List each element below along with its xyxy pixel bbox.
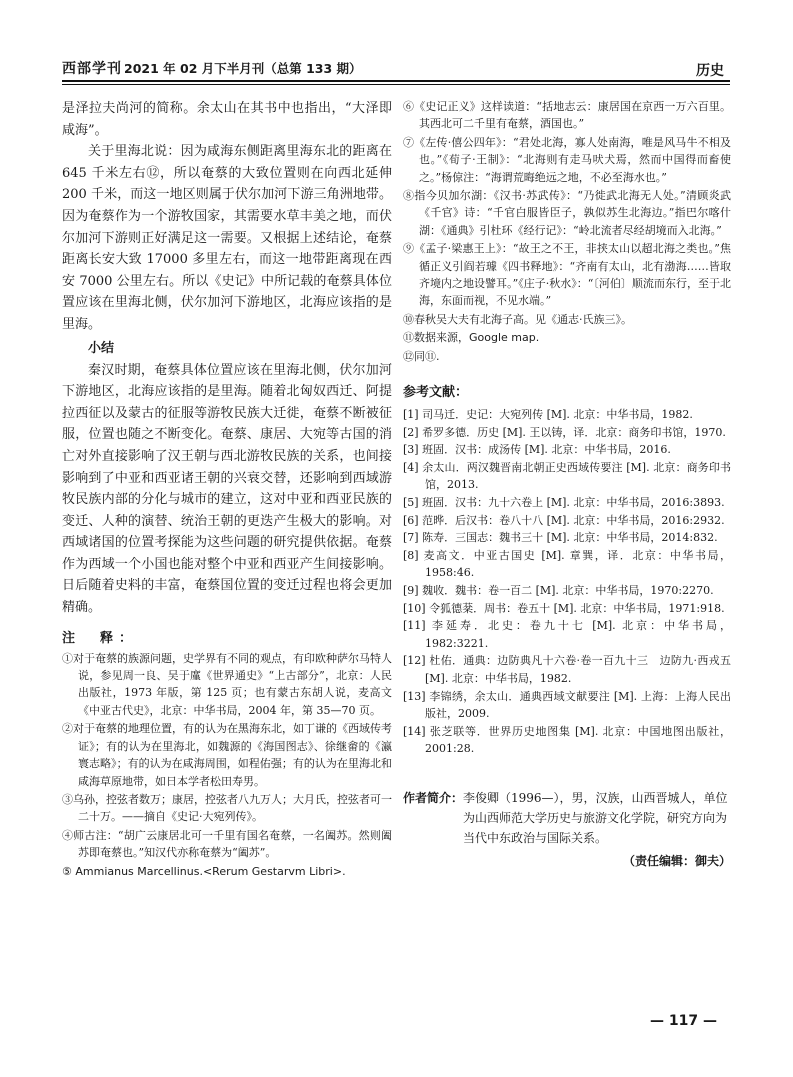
footnote: ⑩春秋吴大夫有北海子高。见《通志·氏族三》。 (403, 312, 632, 326)
reference-item: [7] 陈寿．三国志：魏书三十 [M]. 北京：中华书局，2014:832. (403, 531, 718, 545)
journal-logo: 西部学刊 (62, 61, 122, 77)
reference-item: [11] 李延寿．北史：卷九十七 [M]. 北京：中华书局，1982:3221. (403, 619, 731, 650)
footnote: ④师古注：“胡广云康居北可一千里有国名奄蔡，一名阖苏。然则阖苏即奄蔡也。”知汉代亦称奄蔡为“阖苏”。 (62, 828, 392, 860)
header-rule-thin (62, 84, 730, 85)
reference-item: [9] 魏收．魏书：卷一百二 [M]. 北京：中华书局，1970:2270. (403, 584, 714, 598)
reference-item: [1] 司马迁．史记：大宛列传 [M]. 北京：中华书局，1982. (403, 408, 693, 422)
author-bio (403, 788, 731, 848)
body-paragraph: 关于里海北说：因为咸海东侧距离里海东北的距离在 645 千米左右⑫，所以奄蔡的大致位置则在向西北延伸 200 千米，而这一地区则属于伏尔加河下游三角洲地带。因为奄蔡作为一个游牧国家，其需要水草丰美之地，而伏尔加河下游则正好满足这一需要。又根据上述结论，奄蔡距离长安大致 17000 多里左右，而这一地带距离现在西安 7000 公里左右。所以《史记》中所记载的奄蔡具体位置应该在里海北侧，伏尔加河下游地区，北海应该指的是里海。 (62, 144, 392, 332)
reference-item: [8] 麦高文．中亚古国史 [M]. 章巽，译．北京：中华书局，1958:46. (403, 548, 731, 580)
reference-item: [10] 令狐德棻．周书：卷五十 [M]. 北京：中华书局，1971:918. (403, 601, 725, 615)
footnote: ①对于奄蔡的族源问题，史学界有不同的观点，有印欧种萨尔马特人说，参见周一良、吴于廑《世界通史》“上古部分”，北京：人民出版社，1973 年版，第 125 页；也有蒙古东胡人说，麦高文《中亚古代史》，北京：中华书局，2004 年，第 35—70 页。 (62, 651, 392, 717)
reference-item: [2] 希罗多德．历史 [M]. 王以铸，译．北京：商务印书馆，1970. (403, 425, 726, 439)
footnote: ⑫同⑪. (403, 349, 440, 363)
reference-item: [3] 班固．汉书：成汤传 [M]. 北京：中华书局，2016. (403, 443, 671, 457)
responsible-editor: （责任编辑：御夫） (622, 853, 731, 868)
reference-item: [14] 张芝联等．世界历史地图集 [M]. 北京：中国地图出版社，2001:28. (403, 724, 731, 756)
footnote: ⑥《史记正义》这样读道：“括地志云：康居国在京西一万六百里。其西北可二千里有奄蔡，酒国也。” (403, 100, 731, 131)
footnote: ⑧指今贝加尔湖：《汉书·苏武传》：“乃徙武北海无人处。”清顾炎武《千官》诗：“千官白服皆臣子，孰似苏生北海边。”指巴尔喀什湖：《通典》引杜环《经行记》：“岭北流者尽经胡境而入北海。” (403, 189, 731, 237)
footnote: ⑤ Ammianus Marcellinus.<Rerum Gestarvm Libri>. (62, 864, 346, 878)
references-heading: 参考文献： (403, 385, 469, 401)
footnote: ②对于奄蔡的地理位置，有的认为在黑海东北，如丁谦的《西域传考证》；有的认为在里海北，如魏源的《海国图志》、徐继畲的《瀛寰志略》；有的认为在咸海周围，如程佑强；有的认为在里海北和咸海草原地带，如日本学者松田寿男。 (62, 722, 392, 788)
body-paragraph: 是泽拉夫尚河的简称。余太山在其书中也指出，“大泽即咸海”。 (62, 101, 392, 138)
section-subheading: 小结 (88, 340, 115, 356)
reference-item: [4] 余太山．两汉魏晋南北朝正史西域传要注 [M]. 北京：商务印书馆，2013. (403, 460, 731, 492)
page-number: — 117 — (650, 1013, 717, 1029)
reference-item: [12] 杜佑．通典：边防典凡十六卷·卷一百九十三 边防九·西戎五 [M]. 北京：中华书局，1982. (403, 654, 731, 685)
left-column (62, 98, 392, 881)
reference-item: [13] 李锦绣，余太山．通典西域文献要注 [M]. 上海：上海人民出版社，2009. (403, 689, 731, 721)
reference-item: [5] 班固．汉书：九十六卷上 [M]. 北京：中华书局，2016:3893. (403, 496, 725, 510)
footnote: ⑨《孟子·梁惠王上》：“故王之不王，非挟太山以超北海之类也。”焦循正义引阎若璩《四书释地》：“齐南有太山，北有渤海……皆取齐境内之地设譬耳。”《庄子·秋水》：“〔河伯〕顺流而东行，至于北海，东面而视，不见水端。” (403, 242, 731, 308)
footnote: ⑦《左传·僖公四年》：“君处北海，寡人处南海，唯是风马牛不相及也。”《荀子·王制》：“北海则有走马吠犬焉，然而中国得而畜使之。”杨倞注：“海谓荒晦绝远之地，不必至海水也。” (403, 135, 731, 184)
notes-heading: 注 释： (62, 630, 139, 646)
author-bio-label: 作者简介： (403, 790, 464, 805)
body-paragraph: 秦汉时期，奄蔡具体位置应该在里海北侧，伏尔加河下游地区，北海应该指的是里海。随着北匈奴西迁、阿提拉西征以及蒙古的征服等游牧民族大迁徙，奄蔡不断被征服，位置也随之不断变化。奄蔡、康居、大宛等古国的消亡对外直接影响了汉王朝与西北游牧民族的关系，也间接影响到了中亚和西亚诸王朝的兴衰交替，还影响到西域游牧民族内部的分化与城市的建立，这对中亚和西亚民族的变迁、人种的演替、统治王朝的更迭产生极大的影响。对西域诸国的位置考探能为这些问题的研究提供依据。奄蔡作为西域一个小国也能对整个中亚和西亚产生间接影响。日后随着史料的丰富，奄蔡国位置的变迁过程也将会更加精确。 (62, 362, 392, 616)
issue-info: 2021 年 02 月下半月刊（总第 133 期） (124, 61, 362, 76)
section-title: 历史 (696, 63, 724, 79)
footnote: ⑪数据来源，Google map. (403, 331, 540, 345)
right-column (403, 98, 731, 869)
reference-item: [6] 范晔．后汉书：卷八十八 [M]. 北京：中华书局，2016:2932. (403, 513, 725, 527)
footnote: ③乌孙，控弦者数万；康居，控弦者八九万人；大月氏，控弦者可一二十万。——摘自《史记·大宛列传》。 (62, 792, 392, 824)
author-bio-text: 李俊卿（1996—），男，汉族，山西晋城人，单位为山西师范大学历史与旅游文化学院，研究方向为当代中东政治与国际关系。 (463, 790, 728, 845)
header-rule (62, 80, 730, 82)
page-header (62, 58, 730, 80)
